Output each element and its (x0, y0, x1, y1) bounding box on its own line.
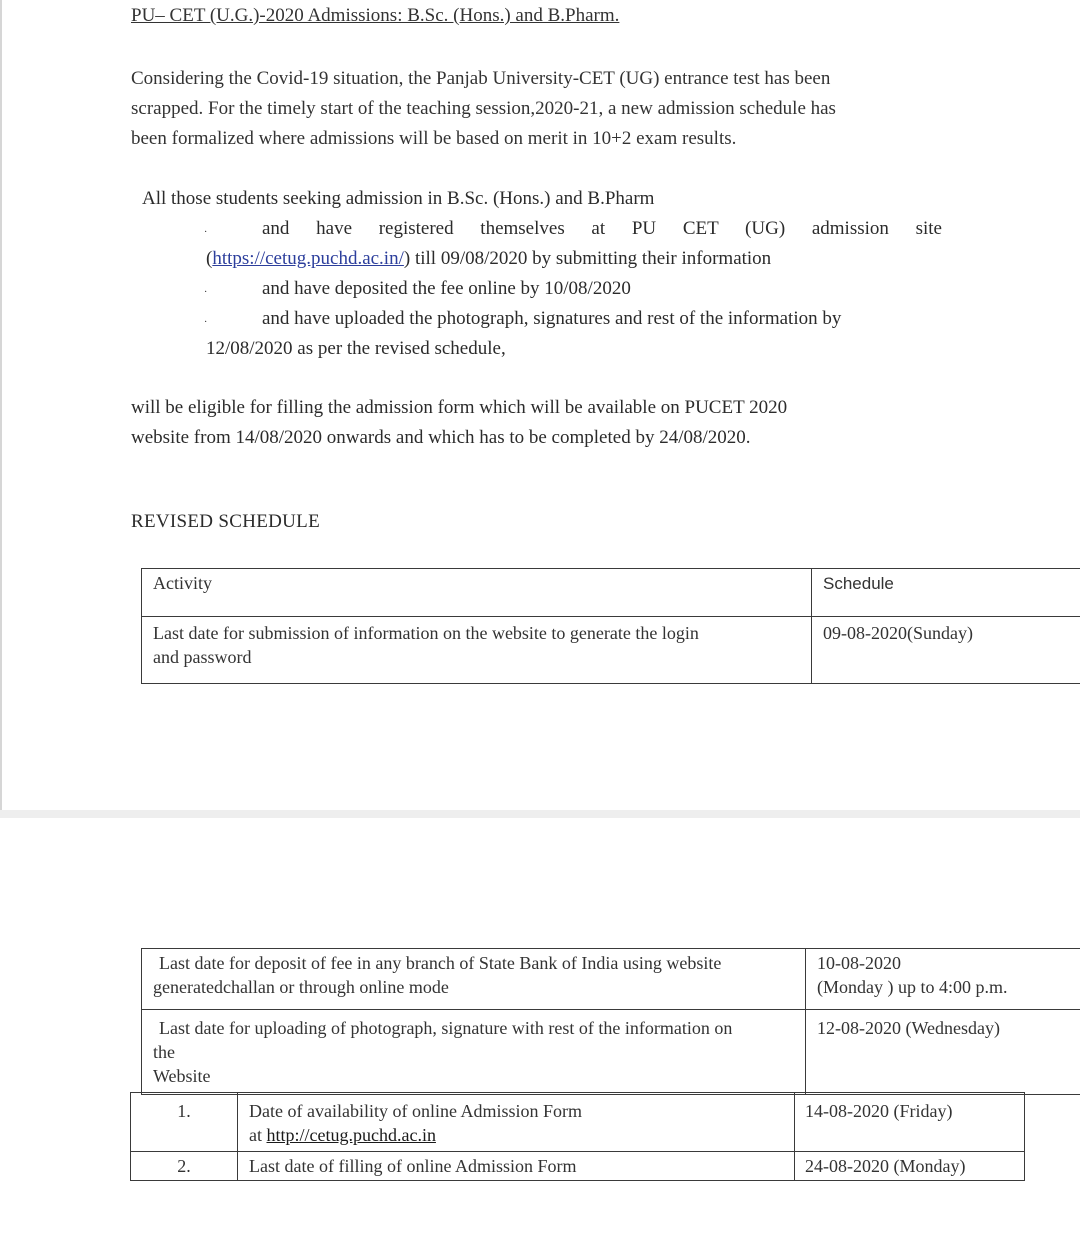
header-schedule-cell (812, 569, 1080, 617)
serial-number: 1. (177, 1101, 191, 1121)
table-row (131, 1093, 1025, 1152)
schedule-table-2 (141, 948, 1080, 1095)
eligibility-item-3-line-2: 12/08/2020 as per the revised schedule, (206, 338, 506, 359)
activity-line: the (153, 1042, 175, 1062)
closing-line-1: will be eligible for filling the admission form which will be available on PUCET 2020 (131, 397, 788, 418)
schedule-table-3 (130, 1092, 1025, 1181)
schedule-date: 09-08-2020(Sunday) (823, 623, 973, 643)
activity-cell (142, 1010, 806, 1095)
page-edge (0, 0, 2, 810)
page-break-gap (0, 810, 1080, 818)
eligibility-item-3-line-1: and have uploaded the photograph, signatures and rest of the information by (262, 308, 842, 329)
serial-cell (131, 1152, 238, 1181)
activity-line: Date of availability of online Admission Form (249, 1101, 582, 1121)
revised-schedule-heading: REVISED SCHEDULE (131, 511, 320, 532)
eligibility-lead: All those students seeking admission in B.Sc. (Hons.) and B.Pharm (142, 188, 655, 209)
header-schedule: Schedule (823, 574, 894, 593)
eligibility-item-1-rest: till 09/08/2020 by submitting their information (410, 248, 772, 269)
table-row (131, 1152, 1025, 1181)
activity-line: Last date for uploading of photograph, signature with rest of the information on (159, 1018, 733, 1038)
schedule-date: 24-08-2020 (Monday) (805, 1156, 966, 1176)
table-row (142, 1010, 1080, 1095)
cetug-site-link[interactable]: https://cetug.puchd.ac.in/ (212, 248, 404, 269)
activity-line: generatedchallan or through online mode (153, 977, 449, 997)
date-cell (795, 1093, 1025, 1152)
intro-paragraph (131, 64, 961, 154)
activity-line: Last date of filling of online Admission Form (249, 1156, 577, 1176)
activity-cell (238, 1093, 795, 1152)
admission-form-link[interactable]: http://cetug.puchd.ac.in (266, 1125, 436, 1145)
schedule-date: 10-08-2020 (817, 953, 901, 973)
intro-line-1: Considering the Covid-19 situation, the Panjab University-CET (UG) entrance test has been (131, 68, 831, 89)
document-title: PU– CET (U.G.)-2020 Admissions: B.Sc. (Hons.) and B.Pharm. (131, 5, 620, 26)
eligibility-item-2: and have deposited the fee online by 10/08/2020 (262, 278, 631, 299)
intro-line-2: scrapped. For the timely start of the teaching session,2020-21, a new admission schedule has (131, 98, 836, 119)
schedule-table-1 (141, 568, 1080, 684)
schedule-time: (Monday ) up to 4:00 p.m. (817, 977, 1008, 997)
activity-prefix: at (249, 1125, 267, 1145)
activity-cell (238, 1152, 795, 1181)
bullet-2: · (204, 287, 208, 298)
closing-line-2: website from 14/08/2020 onwards and which has to be completed by 24/08/2020. (131, 427, 751, 448)
bullet-3: · (204, 317, 208, 328)
header-activity-cell (142, 569, 812, 617)
date-cell (812, 617, 1080, 684)
activity-line: Last date for submission of information on the website to generate the login (153, 623, 699, 643)
activity-cell (142, 949, 806, 1010)
table-row (142, 949, 1080, 1010)
date-cell (806, 949, 1080, 1010)
header-activity: Activity (153, 573, 212, 593)
activity-line: Last date for deposit of fee in any branch of State Bank of India using website (159, 953, 722, 973)
schedule-date: 14-08-2020 (Friday) (805, 1101, 953, 1121)
table-row (142, 617, 1080, 684)
date-cell (806, 1010, 1080, 1095)
eligibility-item-1-line-2: (https://cetug.puchd.ac.in/) till 09/08/2020 by submitting their information (206, 248, 772, 269)
serial-number: 2. (177, 1156, 191, 1176)
intro-line-3: been formalized where admissions will be based on merit in 10+2 exam results. (131, 128, 737, 149)
activity-cell (142, 617, 812, 684)
schedule-date: 12-08-2020 (Wednesday) (817, 1018, 1000, 1038)
serial-cell (131, 1093, 238, 1152)
bullet-1: · (204, 227, 208, 238)
activity-line: Website (153, 1066, 211, 1086)
activity-line: and password (153, 647, 252, 667)
table-header-row (142, 569, 1080, 617)
eligibility-item-1-line-1: and have registered themselves at PU CET (UG) admission site (262, 218, 942, 239)
date-cell (795, 1152, 1025, 1181)
